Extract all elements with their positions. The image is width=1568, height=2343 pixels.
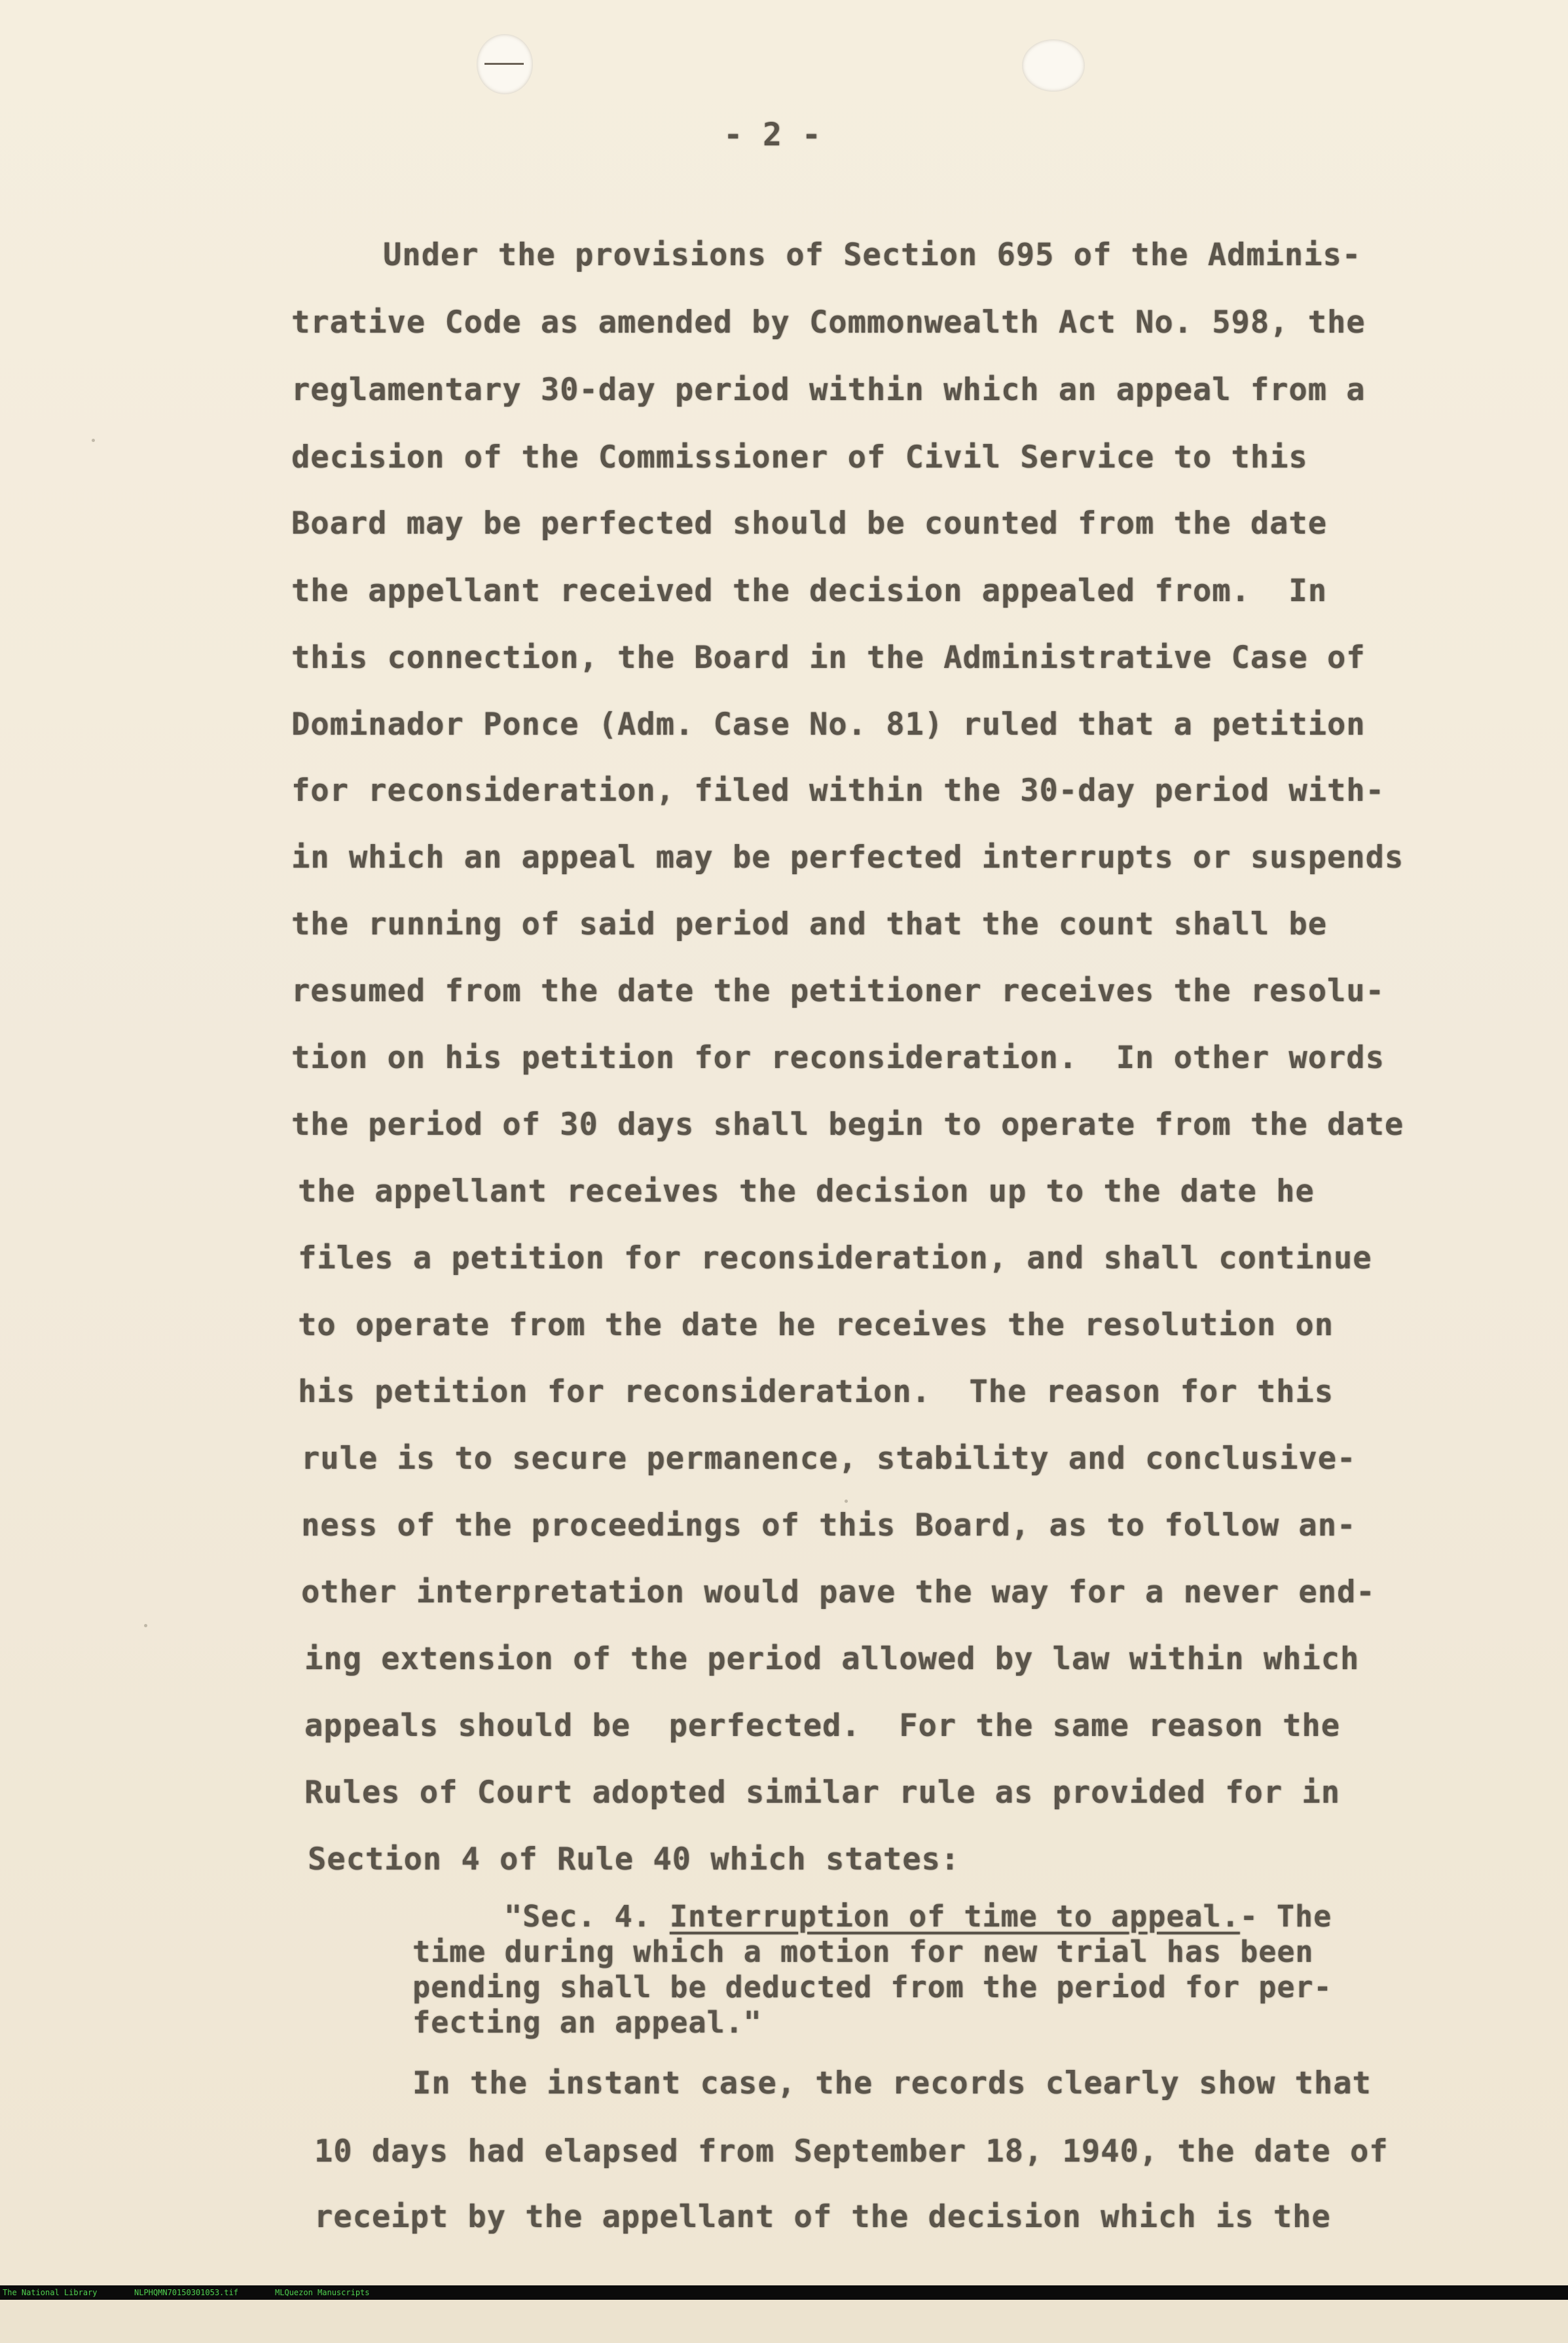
- text-line: ness of the proceedings of this Board, as to follow an-: [301, 1507, 1357, 1543]
- page-number: - 2 -: [723, 117, 822, 153]
- quote-line: fecting an appeal.": [412, 2005, 762, 2040]
- text-line: other interpretation would pave the way for a never end-: [301, 1574, 1376, 1610]
- text-line: files a petition for reconsideration, and shall continue: [298, 1240, 1372, 1276]
- text-line: rule is to secure permanence, stability and conclusive-: [301, 1441, 1357, 1477]
- text-line: In the instant case, the records clearly show that: [412, 2065, 1372, 2101]
- paper-speck: [92, 439, 95, 442]
- punch-hole-mark: [484, 63, 524, 65]
- text-line: ing extension of the period allowed by law within which: [304, 1641, 1360, 1677]
- quote-line-rest: - The: [1239, 1899, 1332, 1934]
- quote-line: [504, 1899, 1332, 1934]
- punch-hole-right: [1022, 39, 1085, 92]
- text-line: Board may be perfected should be counted from the date: [291, 506, 1328, 542]
- text-line: trative Code as amended by Commonwealth Act No. 598, the: [291, 304, 1366, 341]
- text-line: Dominador Ponce (Adm. Case No. 81) ruled that a petition: [291, 707, 1366, 743]
- text-line: reglamentary 30-day period within which an appeal from a: [291, 372, 1366, 408]
- footer-file-id: NLPHQMN70150301053.tif: [134, 2288, 238, 2297]
- text-line: to operate from the date he receives the resolution on: [298, 1307, 1334, 1343]
- footer-library: The National Library: [3, 2288, 98, 2297]
- quote-line: time during which a motion for new trial has been: [412, 1934, 1314, 1969]
- text-line: the appellant received the decision appealed from. In: [291, 573, 1328, 609]
- quote-heading: Interruption of time to appeal.: [669, 1899, 1240, 1934]
- text-line: for reconsideration, filed within the 30-day period with-: [291, 773, 1385, 809]
- quote-prefix: "Sec. 4.: [504, 1899, 670, 1934]
- text-line: in which an appeal may be perfected interrupts or suspends: [291, 839, 1404, 876]
- paper-speck: [845, 1500, 848, 1503]
- text-line: resumed from the date the petitioner receives the resolu-: [291, 973, 1385, 1009]
- text-line: Section 4 of Rule 40 which states:: [308, 1841, 960, 1877]
- text-line: 10 days had elapsed from September 18, 1940, the date of: [314, 2133, 1389, 2169]
- paper-speck: [144, 1624, 147, 1627]
- text-line: Under the provisions of Section 695 of the Adminis-: [383, 237, 1362, 273]
- text-line: his petition for reconsideration. The reason for this: [298, 1374, 1334, 1410]
- text-line: the running of said period and that the count shall be: [291, 906, 1328, 942]
- text-line: appeals should be perfected. For the same reason the: [304, 1708, 1341, 1744]
- text-line: the period of 30 days shall begin to operate from the date: [291, 1107, 1404, 1143]
- quote-line: pending shall be deducted from the period for per-: [412, 1970, 1332, 2004]
- text-line: Rules of Court adopted similar rule as provided for in: [304, 1775, 1341, 1811]
- text-line: this connection, the Board in the Administrative Case of: [291, 640, 1366, 676]
- scan-footer: [0, 2285, 1568, 2300]
- text-line: the appellant receives the decision up to the date he: [298, 1173, 1315, 1209]
- text-line: tion on his petition for reconsideration. In other words: [291, 1040, 1385, 1076]
- text-line: receipt by the appellant of the decision which is the: [314, 2199, 1331, 2235]
- text-line: decision of the Commissioner of Civil Service to this: [291, 439, 1308, 475]
- footer-collection: MLQuezon Manuscripts: [275, 2288, 370, 2297]
